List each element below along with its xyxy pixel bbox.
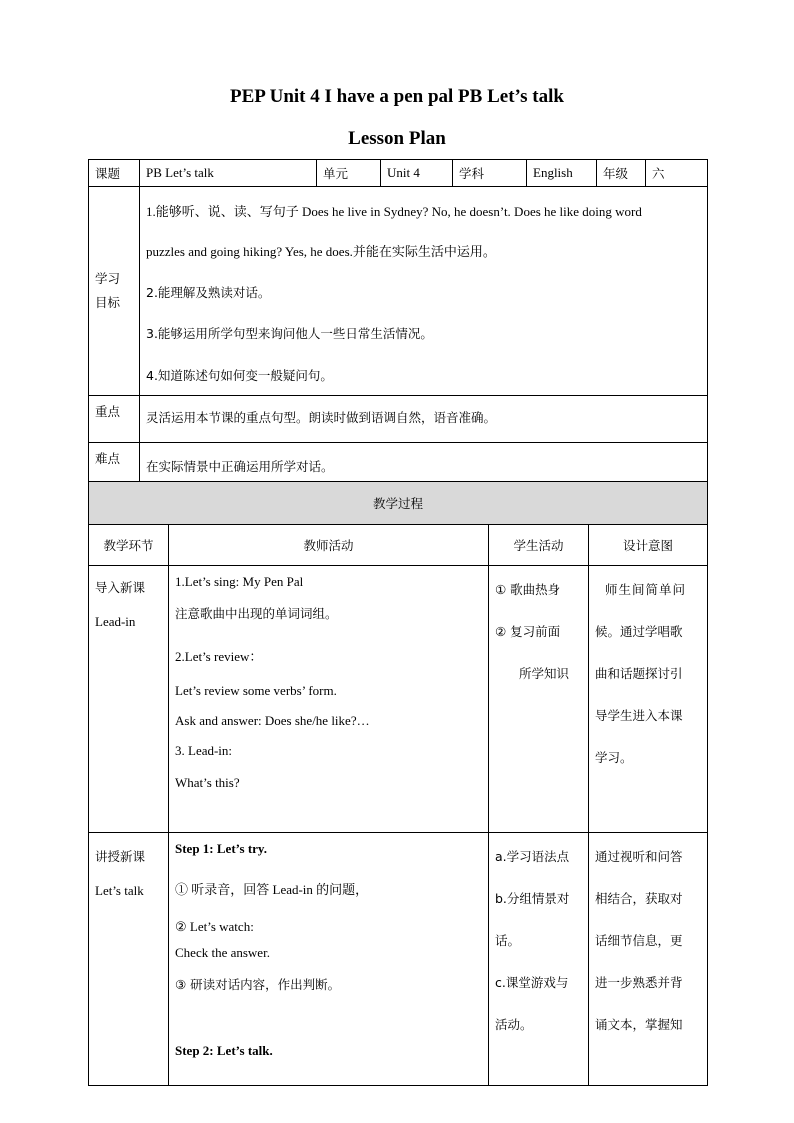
lead-in-teacher-4: Let’s review some verbs’ form.: [175, 683, 337, 698]
new-lesson-purpose-1: 通过视听和问答: [595, 849, 683, 864]
new-lesson-student-4: c.课堂游戏与: [495, 975, 569, 990]
new-lesson-teacher-2: ① 听录音，回答 Lead-in 的问题，: [175, 882, 369, 897]
objective-2: 2.能理解及熟读对话。: [146, 285, 271, 300]
new-lesson-student-5: 活动。: [495, 1017, 533, 1032]
key-points-label: 重点: [89, 396, 140, 443]
lead-in-teacher-7: What’s this?: [175, 775, 240, 790]
new-lesson-teacher-4: Check the answer.: [175, 945, 270, 960]
info-row: [89, 160, 708, 187]
new-lesson-row: [89, 833, 708, 1086]
col-student: 学生活动: [489, 525, 589, 566]
objectives-label: [89, 187, 140, 396]
lead-in-teacher-3: 2.Let’s review：: [175, 649, 263, 664]
lead-in-purpose-5: 学习。: [595, 750, 633, 765]
objectives-content: [140, 187, 708, 396]
grade-label: 年级: [597, 160, 646, 187]
unit-value: Unit 4: [381, 160, 453, 187]
lead-in-teacher-1: 1.Let’s sing: My Pen Pal: [175, 574, 304, 589]
lead-in-teacher-6: 3. Lead-in:: [175, 743, 233, 758]
objectives-label-line2: 目标: [95, 295, 121, 310]
subject-value: English: [527, 160, 597, 187]
new-lesson-purpose-5: 诵文本，掌握知: [595, 1017, 683, 1032]
new-lesson-teacher-5: ③ 研读对话内容，作出判断。: [175, 977, 341, 992]
new-lesson-stage: [89, 833, 169, 1086]
objective-1b: puzzles and going hiking? Yes, he does.并能在实际生活中运用。: [146, 244, 496, 259]
new-lesson-student: [489, 833, 589, 1086]
lead-in-student-3: 所学知识: [519, 666, 570, 681]
topic-value: PB Let’s talk: [140, 160, 317, 187]
lead-in-student-1: ① 歌曲热身: [495, 582, 561, 597]
new-lesson-student-3: 话。: [495, 933, 521, 948]
subject-label: 学科: [453, 160, 527, 187]
process-heading: 教学过程: [89, 482, 708, 525]
new-lesson-purpose-3: 话细节信息，更: [595, 933, 683, 948]
lead-in-stage-en: Lead-in: [95, 614, 136, 629]
process-heading-row: [89, 482, 708, 525]
objectives-label-line1: 学习: [95, 271, 121, 286]
lead-in-stage: [89, 566, 169, 833]
col-teacher: 教师活动: [169, 525, 489, 566]
lesson-plan-table: [88, 159, 708, 490]
lead-in-teacher-5: Ask and answer: Does she/he like?…: [175, 713, 370, 728]
key-points-text: 灵活运用本节课的重点句型。朗读时做到语调自然，语音准确。: [140, 396, 708, 443]
col-stage: 教学环节: [89, 525, 169, 566]
objective-3: 3.能够运用所学句型来询问他人一些日常生活情况。: [146, 326, 433, 341]
lead-in-purpose-4: 导学生进入本课: [595, 708, 683, 723]
lead-in-teacher: [169, 566, 489, 833]
lead-in-student-2: ② 复习前面: [495, 624, 561, 639]
new-lesson-teacher-6: Step 2: Let’s talk.: [175, 1043, 273, 1058]
process-table: [88, 481, 708, 1086]
difficulty-text: 在实际情景中正确运用所学对话。: [140, 443, 708, 490]
lead-in-purpose-2: 候。通过学唱歌: [595, 624, 683, 639]
new-lesson-purpose-2: 相结合，获取对: [595, 891, 683, 906]
unit-label: 单元: [317, 160, 381, 187]
key-points-row: [89, 396, 708, 443]
new-lesson-stage-en: Let’s talk: [95, 883, 144, 898]
new-lesson-purpose-4: 进一步熟悉并背: [595, 975, 683, 990]
lead-in-stage-cn: 导入新课: [95, 580, 146, 595]
document-title: PEP Unit 4 I have a pen pal PB Let’s talk: [230, 86, 564, 107]
lead-in-teacher-2: 注意歌曲中出现的单词词组。: [175, 606, 338, 621]
lead-in-purpose-1: 师生间简单问: [605, 582, 687, 597]
document-subtitle: Lesson Plan: [348, 128, 446, 149]
objective-1a: 1.能够听、说、读、写句子 Does he live in Sydney? No, he doesn’t. Does he like doing word: [146, 204, 642, 219]
new-lesson-teacher-1: Step 1: Let’s try.: [175, 841, 267, 856]
new-lesson-student-1: a.学习语法点: [495, 849, 570, 864]
new-lesson-student-2: b.分组情景对: [495, 891, 570, 906]
new-lesson-teacher-3: ② Let’s watch:: [175, 919, 254, 934]
new-lesson-teacher: [169, 833, 489, 1086]
lead-in-purpose: [589, 566, 708, 833]
lead-in-row: [89, 566, 708, 833]
lead-in-purpose-3: 曲和话题探讨引: [595, 666, 683, 681]
difficulty-label: 难点: [89, 443, 140, 490]
new-lesson-purpose: [589, 833, 708, 1086]
grade-value: 六: [646, 160, 708, 187]
col-purpose: 设计意图: [589, 525, 708, 566]
new-lesson-stage-cn: 讲授新课: [95, 849, 146, 864]
lead-in-student: [489, 566, 589, 833]
objectives-row: [89, 187, 708, 396]
process-columns-row: [89, 525, 708, 566]
topic-label: 课题: [89, 160, 140, 187]
objective-4: 4.知道陈述句如何变一般疑问句。: [146, 368, 333, 383]
